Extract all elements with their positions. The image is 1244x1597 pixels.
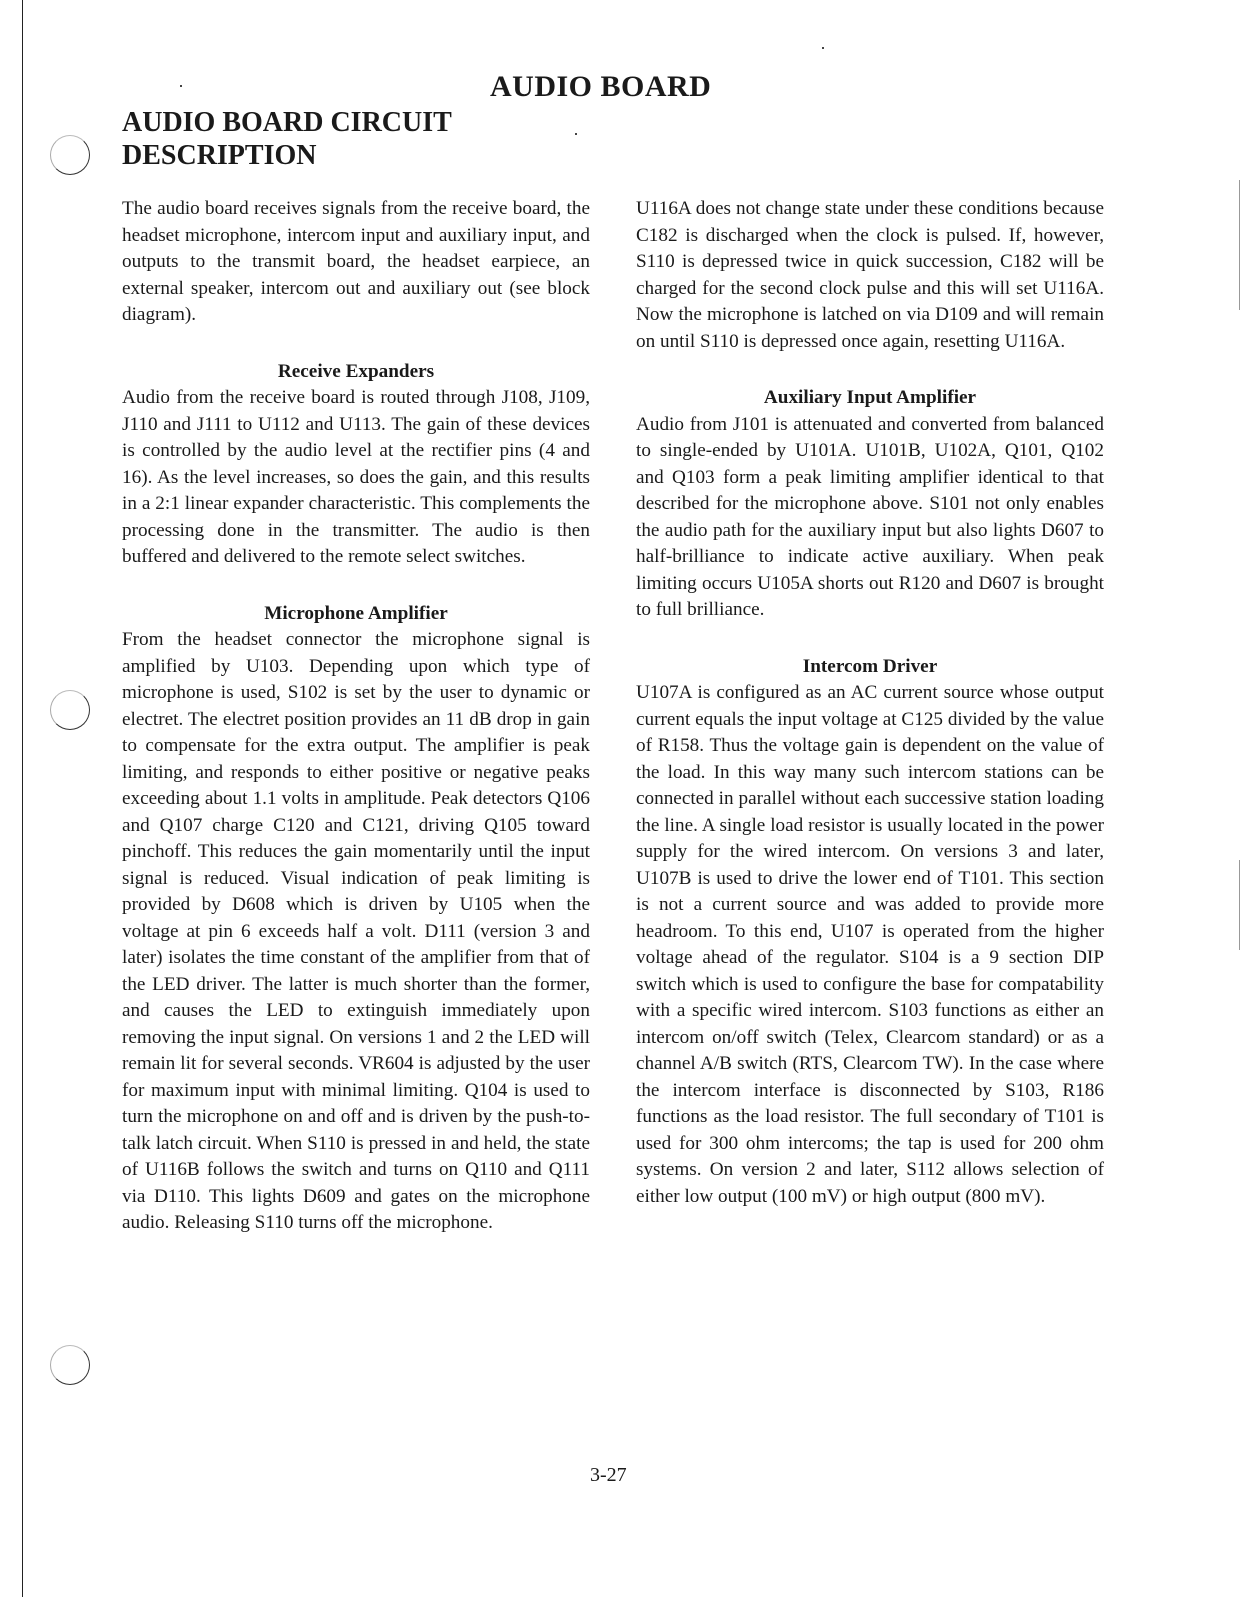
section-title <box>122 106 452 172</box>
scan-speck <box>180 85 182 87</box>
page-number: 3-27 <box>590 1464 627 1486</box>
right-edge-line <box>1239 180 1240 310</box>
punch-hole-bottom <box>50 1345 90 1385</box>
punch-hole-middle <box>50 690 90 730</box>
microphone-amplifier-body: From the headset connector the microphone signal is amplified by U103. Depending upon which type of microphone is used, S102 is set by the user to dynamic or electret. The electret position provides an 11 dB drop in gain to compensate for the extra output. The amplifier is peak limiting, and responds to either positive or negative peaks exceeding about 1.1 volts in amplitude. Peak detectors Q106 and Q107 charge C120 and C121, driving Q105 toward pinchoff. This reduces the gain momentarily until the input signal is reduced. Visual indication of peak limiting is provided by D608 which is driven by U105 when the voltage at pin 6 exceeds half a volt. D111 (version 3 and later) isolates the time constant of the amplifier from that of the LED driver. The latter is much shorter than the former, and causes the LED to extinguish immediately upon removing the input signal. On versions 1 and 2 the LED will remain lit for several seconds. VR604 is adjusted by the user for maximum input with minimal limiting. Q104 is used to turn the microphone on and off and is driven by the push-to-talk latch circuit. When S110 is pressed in and held, the state of U116B follows the switch and turns on Q110 and Q111 via D110. This lights D609 and gates on the microphone audio. Releasing S110 turns off the microphone. <box>122 629 590 1233</box>
page-header: AUDIO BOARD <box>490 70 712 103</box>
auxiliary-input-amplifier-body: Audio from J101 is attenuated and converted from balanced to single-ended by U101A. U101B, U102A, Q101, Q102 and Q103 form a peak limiting amplifier identical to that described for the microphone above. S101 not only enables the audio path for the auxiliary input but also lights D607 to half-brilliance to indicate active auxiliary. When peak limiting occurs U105A shorts out R120 and D607 is brought to full brilliance. <box>636 413 1104 620</box>
punch-hole-top <box>50 135 90 175</box>
intercom-driver-heading: Intercom Driver <box>802 655 938 677</box>
section-title-line2: DESCRIPTION <box>122 140 317 171</box>
section-title-line1: AUDIO BOARD CIRCUIT <box>122 107 452 138</box>
binder-edge-line <box>22 0 23 1597</box>
microphone-amplifier-heading: Microphone Amplifier <box>264 602 448 624</box>
receive-expanders-body: Audio from the receive board is routed through J108, J109, J110 and J111 to U112 and U113. The gain of these devices is controlled by the audio level at the rectifier pins (4 and 16). As the level increases, so does the gain, and this results in a 2:1 linear expander characteristic. This complements the processing done in the transmitter. The audio is then buffered and delivered to the remote select switches. <box>122 387 590 567</box>
right-column <box>636 196 1104 1210</box>
auxiliary-input-amplifier-heading: Auxiliary Input Amplifier <box>763 387 977 408</box>
scan-speck <box>575 133 577 135</box>
left-column <box>122 196 590 1237</box>
receive-expanders-heading: Receive Expanders <box>277 360 435 382</box>
continuation-paragraph: U116A does not change state under these conditions because C182 is discharged when the clock is pulsed. If, however, S110 is depressed twice in quick succession, C182 will be charged for the second clock pulse and this will set U116A. Now the microphone is latched on via D109 and will remain on until S110 is depressed once again, resetting U116A. <box>636 198 1104 352</box>
intro-paragraph: The audio board receives signals from the receive board, the headset microphone, intercom input and auxiliary input, and outputs to the transmit board, the headset earpiece, an external speaker, intercom out and auxiliary out (see block diagram). <box>122 198 590 325</box>
intercom-driver-body: U107A is configured as an AC current source whose output current equals the input voltage at C125 divided by the value of R158. Thus the voltage gain is dependent on the value of the load. In this way many such intercom stations can be connected in parallel without each successive station loading the line. A single load resistor is usually located in the power supply for the wired intercom. On versions 3 and later, U107B is used to drive the lower end of T101. This section is not a current source and was added to provide more headroom. To this end, U107 is operated from the higher voltage ahead of the regulator. S104 is a 9 section DIP switch which is used to configure the base for compatability with a specific wired intercom. S103 functions as either an intercom on/off switch (Telex, Clearcom standard) or as a channel A/B switch (RTS, Clearcom TW). In the case where the intercom interface is disconnected by S103, R186 functions as the load resistor. The full secondary of T101 is used for 300 ohm intercoms; the tap is used for 200 ohm systems. On version 2 and later, S112 allows selection of either low output (100 mV) or high output (800 mV). <box>636 682 1104 1207</box>
scan-speck <box>822 47 824 49</box>
right-edge-line <box>1239 860 1240 950</box>
